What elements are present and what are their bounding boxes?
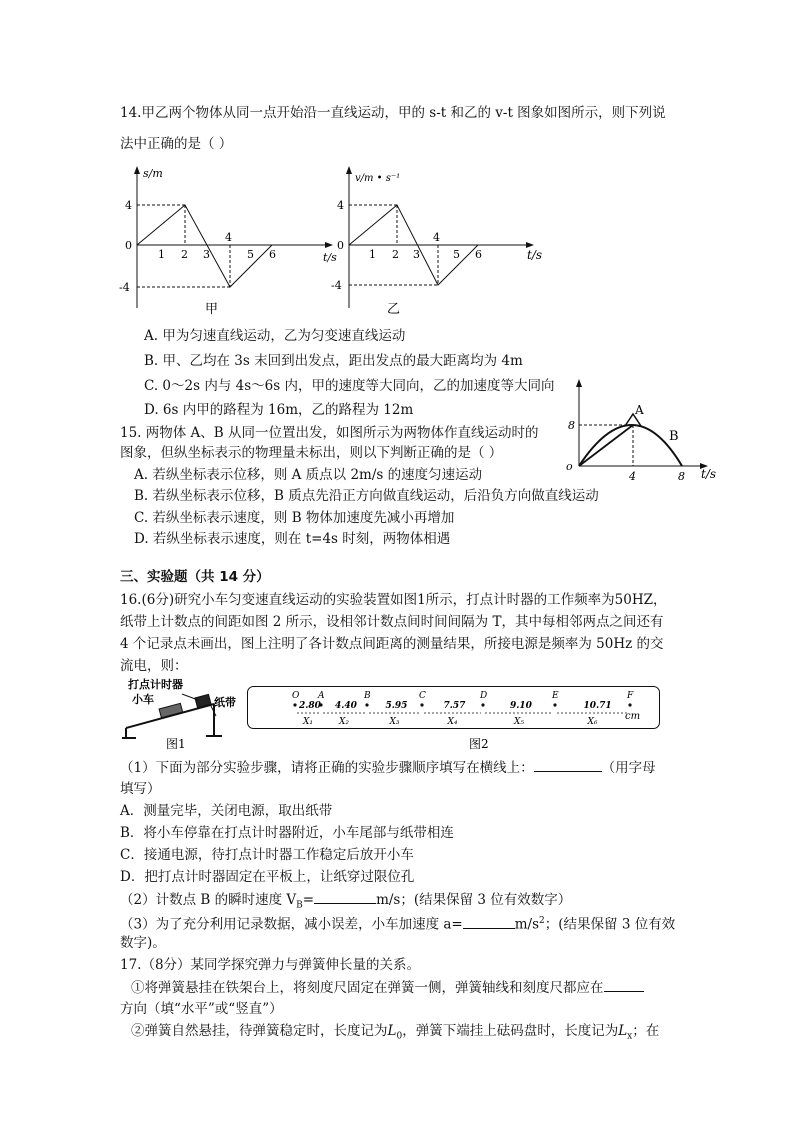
q15-label-b: B <box>669 429 679 444</box>
q16-line1: 16.(6分)研究小车匀变速直线运动的实验装置如图1所示，打点计时器的工作频率为50HZ， <box>120 592 667 608</box>
yi-xtick-3: 3 <box>413 248 420 261</box>
q17-line3: 方向（填“水平”或“竖直”） <box>120 1001 283 1017</box>
fig2-caption: 图2 <box>469 737 489 751</box>
yi-ytick-0: 0 <box>337 239 344 252</box>
q16-s1-line <box>120 757 656 778</box>
q16-s2-suffix: m/s；(结果保留 3 位有效数字） <box>376 892 572 908</box>
q15-origin: o <box>566 460 573 473</box>
q15-option-d: D. 若纵坐标表示速度，则在 t=4s 时刻，两物体相遇 <box>134 531 451 547</box>
fig2-label-d: D <box>480 691 488 701</box>
fig2-distance-1: 2.80 <box>299 701 321 711</box>
q16-s3-line2: 数字)。 <box>120 935 166 951</box>
q17-l0-sub: 0 <box>396 1031 403 1042</box>
q14-option-d: D. 6s 内甲的路程为 16m，乙的路程为 12m <box>144 402 414 418</box>
q16-s2-blank[interactable] <box>314 889 376 904</box>
q17-line2-text: ①将弹簧悬挂在铁架台上，将刻度尺固定在弹簧一侧，弹簧轴线和刻度尺都应在 <box>131 980 604 996</box>
fig2-segment-2: X₂ <box>339 717 350 727</box>
jia-xtick-4: 4 <box>225 231 232 244</box>
yi-xtick-6: 6 <box>475 248 482 261</box>
yi-xtick-5: 5 <box>453 248 460 261</box>
fig2-distance-6: 10.71 <box>583 701 612 711</box>
fig2-label-f: F <box>627 691 634 701</box>
yi-xlabel: t/s <box>527 248 543 262</box>
q15-xtick-8: 8 <box>678 470 685 483</box>
fig2-segment-3: X₃ <box>389 717 400 727</box>
q16-s3-suffix: ；(结果保留 3 位有效 <box>544 916 676 933</box>
jia-ylabel: s/m <box>143 167 163 180</box>
jia-xtick-6: 6 <box>269 248 276 261</box>
q15-ytick-8: 8 <box>568 419 575 432</box>
fig2-segment-1: X₁ <box>303 717 314 727</box>
q17-line4-mid: ，弹簧下端挂上砝码盘时，长度记为 <box>402 1023 619 1039</box>
fig1-apparatus <box>122 676 242 756</box>
q17-line2 <box>131 977 644 998</box>
q17-lx-sub: x <box>627 1031 633 1042</box>
q15-xtick-4: 4 <box>629 470 636 483</box>
q16-s3-unit: m/s <box>514 916 540 933</box>
jia-xlabel: t/s <box>323 251 337 264</box>
fig1-timer-label: 打点计时器 <box>128 678 183 691</box>
q16-step-d: D．把打点计时器固定在平板上，让纸穿过限位孔 <box>120 869 415 885</box>
jia-caption: 甲 <box>205 302 219 317</box>
graph-yi <box>331 163 546 323</box>
q14-option-c: C. 0～2s 内与 4s～6s 内，甲的速度等大同向，乙的加速度等大同向 <box>144 378 555 394</box>
q14-stem-line2: 法中正确的是（ ） <box>120 136 233 152</box>
fig2-label-c: C <box>419 691 426 701</box>
yi-ytick-4: 4 <box>337 199 344 212</box>
q17-line4-text: ②弹簧自然悬挂，待弹簧稳定时，长度记为 <box>131 1023 388 1039</box>
q15-option-c: C. 若纵坐标表示速度，则 B 物体加速度先减小再增加 <box>134 510 455 526</box>
fig2-point-o <box>293 703 296 706</box>
q15-curve-b <box>579 425 682 466</box>
q16-step-a: A．测量完毕，关闭电源，取出纸带 <box>120 803 333 819</box>
q15-option-b: B. 若纵坐标表示位移，B 质点先沿正方向做直线运动，后沿负方向做直线运动 <box>134 488 599 504</box>
yi-xtick-1: 1 <box>369 248 376 261</box>
graph-q15 <box>565 378 725 483</box>
q17-line1: 17.（8分）某同学探究弹力与弹簧伸长量的关系。 <box>120 957 421 973</box>
q17-line4-end: ；在 <box>632 1023 660 1039</box>
q16-step-c: C．接通电源，待打点计时器工作稳定后放开小车 <box>120 847 414 863</box>
q15-label-a: A <box>635 403 644 417</box>
q16-s3-blank[interactable] <box>463 914 515 929</box>
fig2-label-b: B <box>364 691 371 701</box>
fig2-point-f <box>628 703 631 706</box>
q16-s1-text: （1）下面为部分实验步骤，请将正确的实验步骤顺序填写在横线上： <box>120 760 534 776</box>
fig2-segment-6: X₆ <box>587 717 598 727</box>
jia-graph-line <box>137 205 272 287</box>
fig1-caption: 图1 <box>166 737 186 751</box>
q15-option-a: A. 若纵坐标表示位移，则 A 质点以 2m/s 的速度匀速运动 <box>134 467 483 483</box>
q17-l0: L <box>387 1023 397 1039</box>
q14-option-a: A. 甲为匀速直线运动，乙为匀变速直线运动 <box>144 328 406 344</box>
jia-ytick-0: 0 <box>125 239 132 252</box>
fig2-distance-5: 9.10 <box>510 701 532 711</box>
fig2-point-c <box>420 703 423 706</box>
q16-s1-suffix: （用字母 <box>601 760 656 776</box>
section-3-heading: 三、实验题（共 14 分） <box>120 569 270 585</box>
q15-xlabel: t/s <box>701 467 717 481</box>
fig2-distance-2: 4.40 <box>335 701 357 711</box>
fig2-unit: cm <box>625 711 641 722</box>
q17-lx: L <box>618 1023 628 1039</box>
fig1-tape-label: 纸带 <box>214 696 236 709</box>
fig2-tape <box>247 686 662 752</box>
q16-step-b: B．将小车停靠在打点计时器附近，小车尾部与纸带相连 <box>120 825 454 841</box>
fig2-segment-5: X₅ <box>514 717 525 727</box>
fig2-distance-4: 7.57 <box>443 701 466 711</box>
yi-caption: 乙 <box>387 302 401 317</box>
q14-option-b: B. 甲、乙均在 3s 末回到出发点，距出发点的最大距离均为 4m <box>144 353 523 369</box>
q17-blank-direction[interactable] <box>604 977 644 992</box>
q15-stem-line2: 图象，但纵坐标表示的物理量未标出，则以下判断正确的是（ ） <box>120 445 503 461</box>
q16-s2-text: （2）计数点 B 的瞬时速度 V <box>120 892 297 908</box>
fig2-segment-4: X₄ <box>447 717 458 727</box>
q16-s1-blank[interactable] <box>534 757 602 772</box>
q16-s3-text: （3）为了充分利用记录数据，减小误差，小车加速度 a= <box>120 916 463 933</box>
jia-ytick-neg4: -4 <box>119 281 130 294</box>
q16-line2: 纸带上计数点的间距如图 2 所示，设相邻计数点间时间间隔为 T，其中每相邻两点之间还有 <box>120 614 664 630</box>
yi-ylabel: v/m • s⁻¹ <box>355 173 401 184</box>
q16-s3-line <box>120 911 675 935</box>
q15-stem-line1: 15. 两物体 A、B 从同一位置出发，如图所示为两物体作直线运动时的 <box>120 425 539 441</box>
fig2-distance-3: 5.95 <box>385 701 408 711</box>
q16-line3: 4 个记录点未画出，图上注明了各计数点间距离的测量结果，所接电源是频率为 50Hz 的交 <box>120 636 664 652</box>
fig1-car-label: 小车 <box>132 693 154 706</box>
q17-line4 <box>131 1021 659 1047</box>
fig2-label-o: O <box>292 691 300 701</box>
q15-line-a <box>579 425 633 466</box>
fig2-point-e <box>553 703 556 706</box>
jia-xtick-3: 3 <box>203 248 210 261</box>
q16-s3-sup: 2 <box>539 916 545 926</box>
fig2-point-b <box>365 703 368 706</box>
fig2-label-e: E <box>552 691 559 701</box>
q16-s1-line2: 填写） <box>120 781 161 797</box>
q16-s2-eq: = <box>302 892 315 908</box>
jia-ytick-4: 4 <box>125 199 132 212</box>
graph-jia <box>119 163 340 323</box>
jia-xtick-1: 1 <box>158 248 165 261</box>
fig2-label-a: A <box>318 691 325 701</box>
yi-ytick-neg4: -4 <box>331 279 342 292</box>
yi-xtick-4: 4 <box>433 231 440 244</box>
jia-xtick-2: 2 <box>181 248 188 261</box>
jia-xtick-5: 5 <box>247 248 254 261</box>
q14-stem-line1: 14.甲乙两个物体从同一点开始沿一直线运动，甲的 s-t 和乙的 v-t 图象如图所示，则下列说 <box>120 105 666 121</box>
q16-line4: 流电，则： <box>120 658 188 674</box>
fig2-point-d <box>481 703 484 706</box>
yi-xtick-2: 2 <box>392 248 399 261</box>
fig1-car <box>159 703 183 717</box>
q16-s2-sub: B <box>296 900 303 911</box>
